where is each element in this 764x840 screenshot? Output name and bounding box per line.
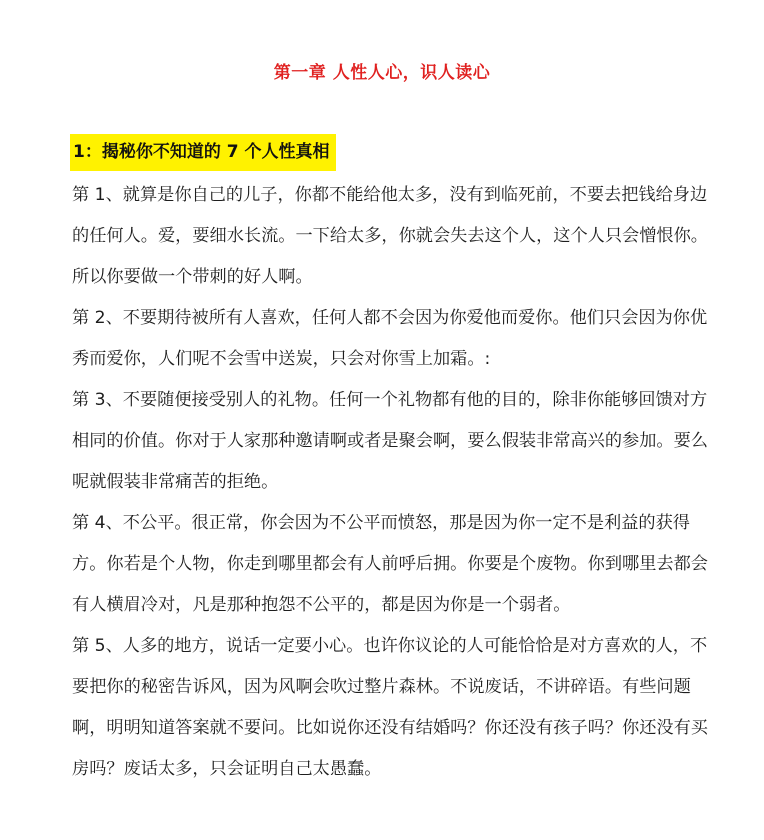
paragraph-5: 第 5、人多的地方，说话一定要小心。也许你议论的人可能恰恰是对方喜欢的人，不要把你的秘密告诉风，因为风啊会吹过整片森林。不说废话，不讲碎语。有些问题啊，明明知道答案就不要问。比如说你还没有结婚吗？你还没有孩子吗？你还没有买房吗？废话太多，只会证明自己太愚蠢。 [72, 636, 708, 779]
body-text [72, 175, 722, 790]
chapter-title: 第一章 人性人心，识人读心 [273, 63, 491, 83]
paragraph-2: 第 2、不要期待被所有人喜欢，任何人都不会因为你爱他而爱你。他们只会因为你优秀而爱你，人们呢不会雪中送炭，只会对你雪上加霜。: [72, 308, 708, 369]
paragraph-4: 第 4、不公平。很正常，你会因为不公平而愤怒，那是因为你一定不是利益的获得方。你若是个人物，你走到哪里都会有人前呼后拥。你要是个废物。你到哪里去都会有人横眉冷对，凡是那种抱怨不公平的，都是因为你是一个弱者。 [72, 513, 708, 615]
paragraph-3: 第 3、不要随便接受别人的礼物。任何一个礼物都有他的目的，除非你能够回馈对方相同的价值。你对于人家那种邀请啊或者是聚会啊，要么假装非常高兴的参加。要么呢就假装非常痛苦的拒绝。 [72, 390, 708, 492]
paragraph-1: 第 1、就算是你自己的儿子，你都不能给他太多，没有到临死前，不要去把钱给身边的任何人。爱，要细水长流。一下给太多，你就会失去这个人，这个人只会憎恨你。所以你要做一个带刺的好人啊。 [72, 185, 708, 287]
section-heading: 1：揭秘你不知道的 7 个人性真相 [70, 134, 336, 171]
